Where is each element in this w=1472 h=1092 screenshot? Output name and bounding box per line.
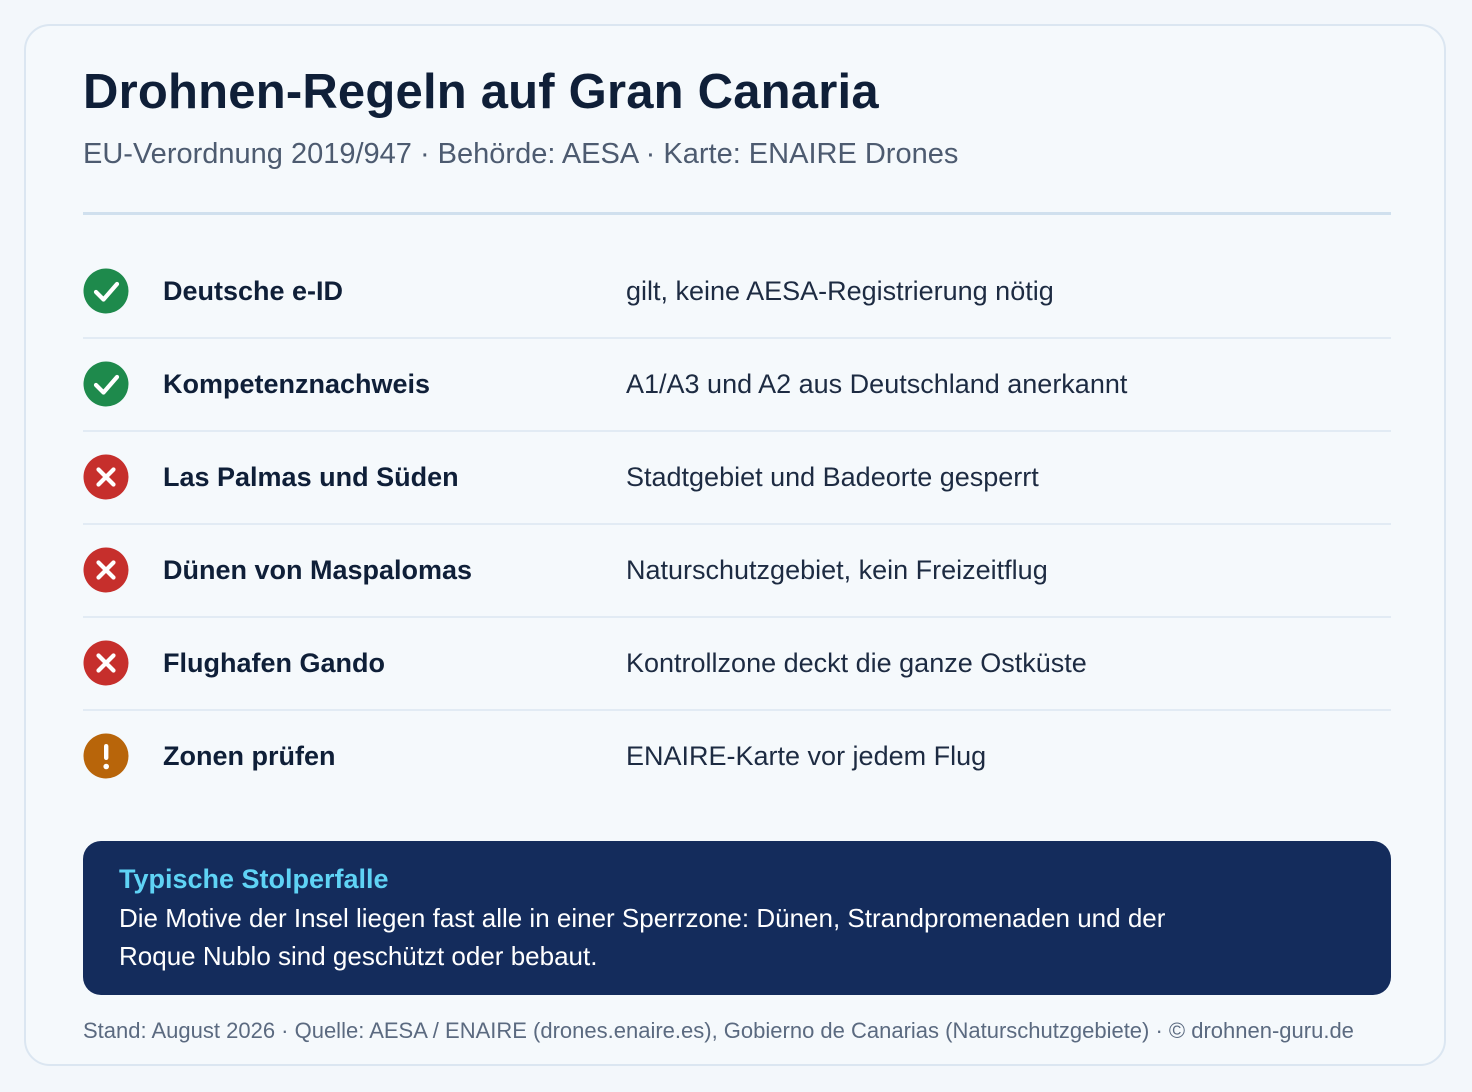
rule-row	[83, 246, 1391, 339]
rule-row	[83, 711, 1391, 802]
rules-list	[83, 246, 1391, 802]
page-subtitle: EU-Verordnung 2019/947 · Behörde: AESA · Karte: ENAIRE Drones	[83, 138, 959, 170]
page-title: Drohnen-Regeln auf Gran Canaria	[83, 65, 879, 119]
rule-row	[83, 618, 1391, 711]
cross-icon	[83, 547, 129, 593]
rule-label: Deutsche e-ID	[163, 276, 344, 306]
rule-value: A1/A3 und A2 aus Deutschland anerkannt	[626, 369, 1128, 399]
check-icon	[83, 361, 129, 407]
cross-icon	[83, 640, 129, 686]
pitfall-callout	[83, 841, 1391, 995]
rule-value: Kontrollzone deckt die ganze Ostküste	[626, 648, 1087, 678]
rule-label: Dünen von Maspalomas	[163, 555, 473, 585]
rule-row	[83, 339, 1391, 432]
rule-row	[83, 432, 1391, 525]
rule-value: gilt, keine AESA-Registrierung nötig	[626, 276, 1054, 306]
cross-icon	[83, 454, 129, 500]
rule-value: ENAIRE-Karte vor jedem Flug	[626, 741, 987, 771]
callout-title: Typische Stolperfalle	[119, 864, 389, 894]
exclamation-icon	[83, 733, 129, 779]
header-divider	[83, 212, 1391, 215]
rule-value: Stadtgebiet und Badeorte gesperrt	[626, 462, 1039, 492]
rule-label: Flughafen Gando	[163, 648, 385, 678]
check-icon	[83, 268, 129, 314]
rule-label: Kompetenznachweis	[163, 369, 431, 399]
rule-label: Las Palmas und Süden	[163, 462, 459, 492]
rule-row	[83, 525, 1391, 618]
info-card	[24, 24, 1446, 1066]
source-footer: Stand: August 2026 · Quelle: AESA / ENAIRE (drones.enaire.es), Gobierno de Canarias (Naturschutzgebiete) · © drohnen-guru.de	[83, 1018, 1354, 1043]
callout-text: Die Motive der Insel liegen fast alle in einer Sperrzone: Dünen, Strandpromenaden und der Roque Nublo sind geschützt oder bebaut.	[119, 903, 1166, 971]
rule-label: Zonen prüfen	[163, 741, 336, 771]
rule-value: Naturschutzgebiet, kein Freizeitflug	[626, 555, 1048, 585]
